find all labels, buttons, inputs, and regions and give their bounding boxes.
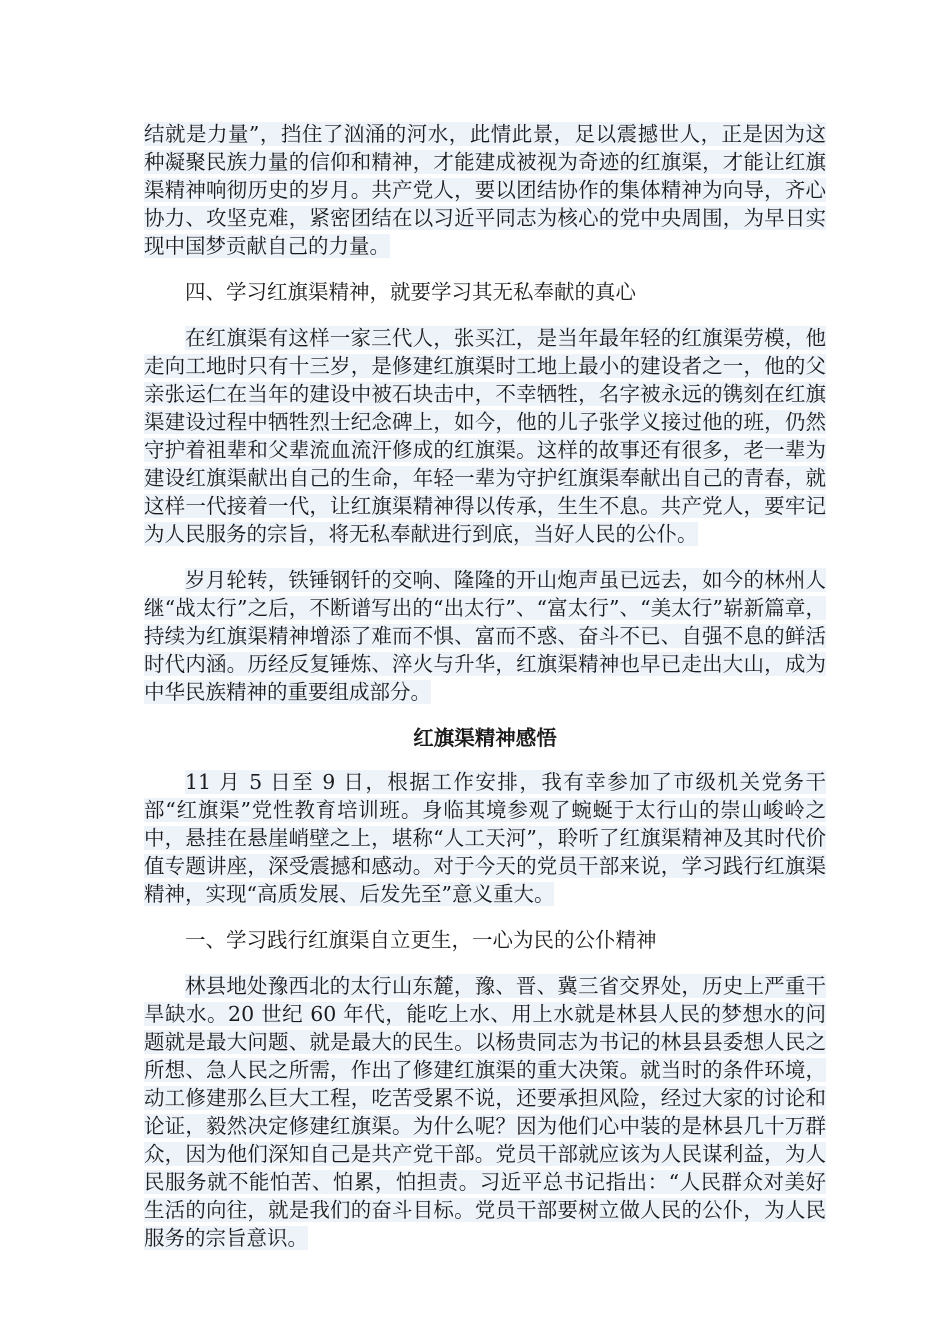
paragraph-three-generations-text: 在红旗渠有这样一家三代人，张买江，是当年最年轻的红旗渠劳模，他走向工地时只有十三岁，是修建红旗渠时工地上最小的建设者之一，他的父亲张运仁在当年的建设中被石块击中，不幸牺牲，名字被永远的镌刻在红旗渠建设过程中牺牲烈士纪念碑上，如今，他的儿子张学义接过他的班，仍然守护着祖辈和父辈流血流汗修成的红旗渠。这样的故事还有很多，老一辈为建设红旗渠献出自己的生命，年轻一辈为守护红旗渠奉献出自己的青春，就这样一代接着一代，让红旗渠精神得以传承，生生不息。共产党人，要牢记为人民服务的宗旨，将无私奉献进行到底，当好人民的公仆。 — [144, 326, 826, 546]
article-title: 红旗渠精神感悟 — [413, 726, 557, 750]
paragraph-three-generations — [144, 324, 826, 548]
paragraph-years-turn — [144, 566, 826, 706]
paragraph-training-text: 11 月 5 日至 9 日，根据工作安排，我有幸参加了市级机关党务干部“红旗渠”党性教育培训班。身临其境参观了蜿蜒于太行山的崇山峻岭之中，悬挂在悬崖峭壁之上，堪称“人工天河”，聆听了红旗渠精神及其时代价值专题讲座，深受震撼和感动。对于今天的党员干部来说，学习践行红旗渠精神，实现“高质发展、后发先至”意义重大。 — [144, 770, 826, 906]
section-heading-four: 四、学习红旗渠精神，就要学习其无私奉献的真心 — [185, 280, 636, 304]
paragraph-linxian — [144, 972, 826, 1252]
paragraph-unity-text: 结就是力量”，挡住了汹涌的河水，此情此景，足以震撼世人，正是因为这种凝聚民族力量的信仰和精神，才能建成被视为奇迹的红旗渠，才能让红旗渠精神响彻历史的岁月。共产党人，要以团结协作的集体精神为向导，齐心协力、攻坚克难，紧密团结在以习近平同志为核心的党中央周围，为早日实现中国梦贡献自己的力量。 — [144, 122, 826, 258]
section-heading-one: 一、学习践行红旗渠自立更生，一心为民的公仆精神 — [185, 928, 657, 952]
paragraph-linxian-text: 林县地处豫西北的太行山东麓，豫、晋、冀三省交界处，历史上严重干旱缺水。20 世纪 60 年代，能吃上水、用上水就是林县人民的梦想水的问题就是最大问题、就是最大的民生。以杨贵同志为书记的林县县委想人民之所想、急人民之所需，作出了修建红旗渠的重大决策。就当时的条件环境，动工修建那么巨大工程，吃苦受累不说，还要承担风险，经过大家的讨论和论证，毅然决定修建红旗渠。为什么呢？因为他们心中装的是林县几十万群众，因为他们深知自己是共产党干部。党员干部就应该为人民谋利益，为人民服务就不能怕苦、怕累，怕担责。习近平总书记指出：“人民群众对美好生活的向往，就是我们的奋斗目标。党员干部要树立做人民的公仆，为人民服务的宗旨意识。 — [144, 974, 826, 1250]
paragraph-years-turn-text: 岁月轮转，铁锤钢钎的交响、隆隆的开山炮声虽已远去，如今的林州人继“战太行”之后，不断谱写出的“出太行”、“富太行”、“美太行”崭新篇章，持续为红旗渠精神增添了难而不惧、富而不惑、奋斗不已、自强不息的鲜活时代内涵。历经反复锤炼、淬火与升华，红旗渠精神也早已走出大山，成为中华民族精神的重要组成部分。 — [144, 568, 826, 704]
paragraph-unity — [144, 120, 826, 260]
document-page — [144, 120, 826, 1270]
paragraph-training — [144, 768, 826, 908]
